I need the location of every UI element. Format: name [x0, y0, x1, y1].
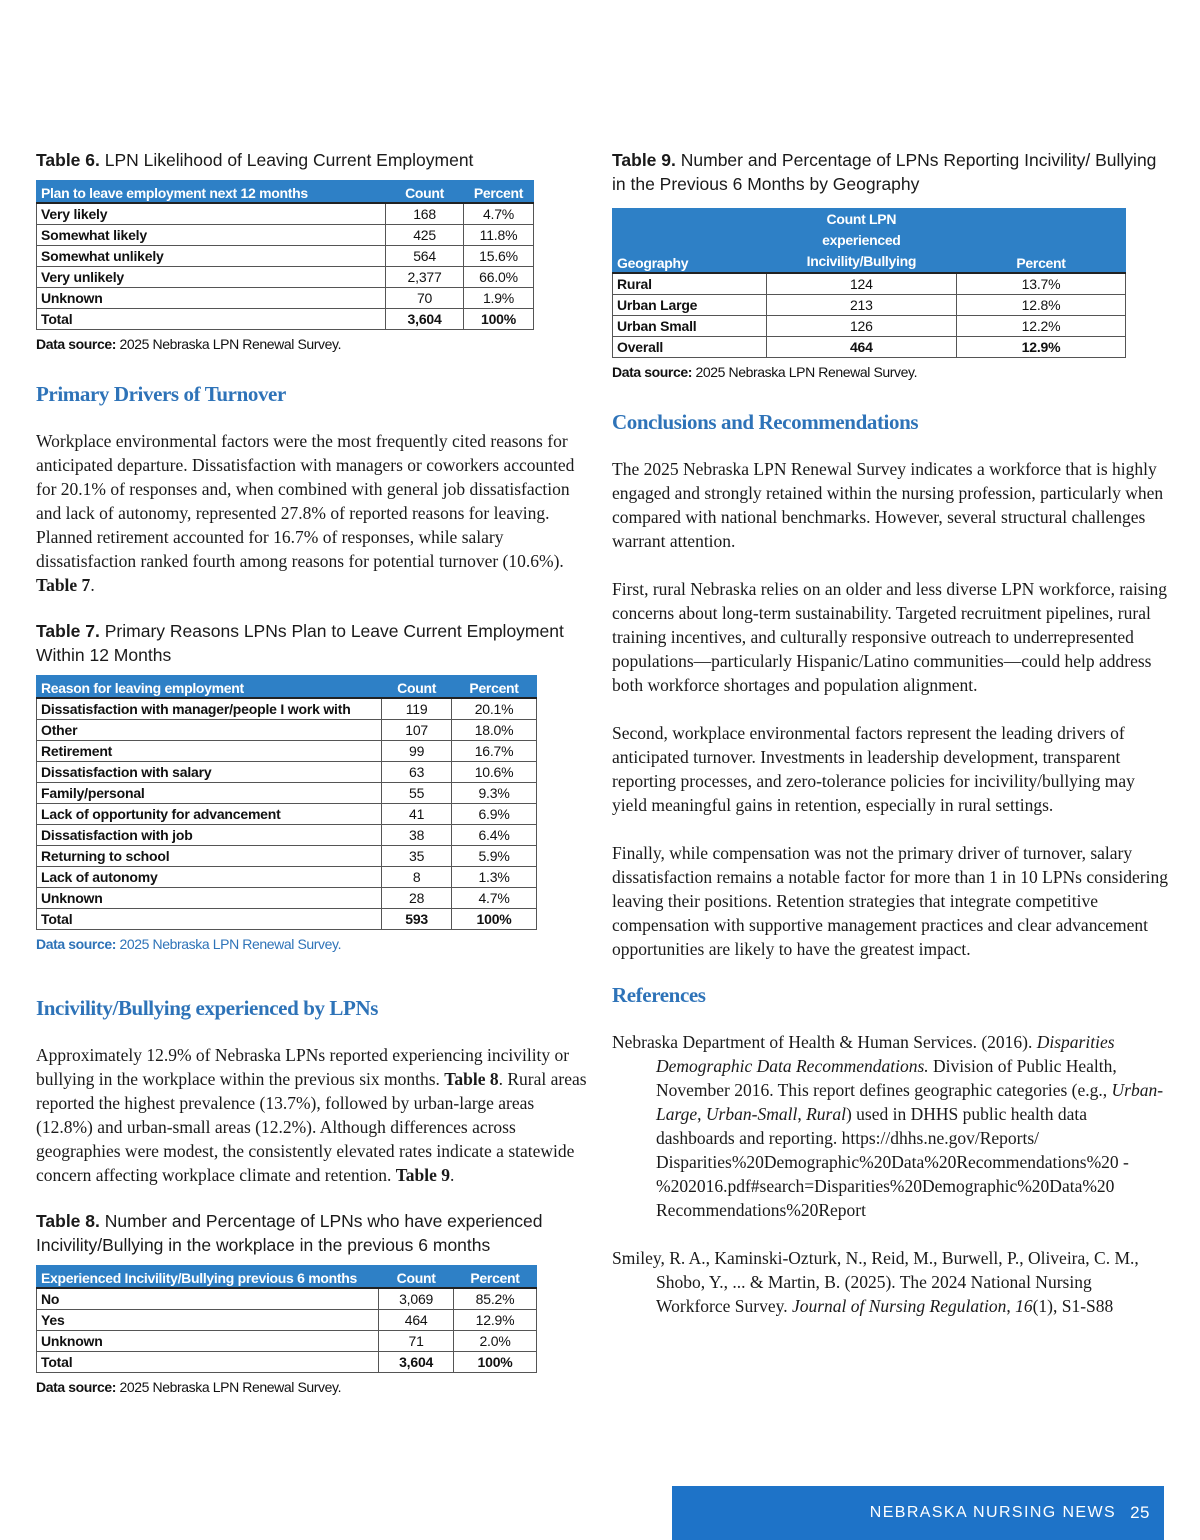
- table-header-row: Geography Count LPN experienced Incivility/Bullying Percent: [613, 209, 1126, 274]
- table-row: Lack of autonomy 8 1.3%: [37, 867, 537, 888]
- table-row: Dissatisfaction with manager/people I work with 119 20.1%: [37, 698, 537, 720]
- section-heading-turnover: Primary Drivers of Turnover: [36, 382, 286, 406]
- section-heading-bullying: Incivility/Bullying experienced by LPNs: [36, 996, 379, 1020]
- table-row: Family/personal 55 9.3%: [37, 783, 537, 804]
- table7-caption: Table 7. Primary Reasons LPNs Plan to Leave Current Employment Within 12 Months: [36, 621, 564, 665]
- table6-caption: Table 6. LPN Likelihood of Leaving Current Employment: [36, 150, 474, 170]
- table9-source: Data source: 2025 Nebraska LPN Renewal Survey.: [612, 364, 918, 380]
- table-row: Unknown 71 2.0%: [37, 1331, 537, 1352]
- table-row: Yes 464 12.9%: [37, 1310, 537, 1331]
- publication-name: NEBRASKA NURSING NEWS: [869, 1504, 1117, 1521]
- table-total-row: Total 3,604 100%: [37, 309, 534, 330]
- table-row: Lack of opportunity for advancement 41 6.9%: [37, 804, 537, 825]
- table-row: Rural 124 13.7%: [613, 273, 1126, 295]
- conclusions-paragraph: Second, workplace environmental factors represent the leading drivers of anticipated turnover. Investments in leadership development, transparent reporting processes, and zero-tolerance policies for incivility/bullying may yield meaningful gains in retention, especially in rural settings.: [612, 723, 1135, 815]
- table-row: Very likely 168 4.7%: [37, 203, 534, 225]
- reference-entry: Smiley, R. A., Kaminski-Ozturk, N., Reid, M., Burwell, P., Oliveira, C. M., Shobo, Y., ... & Martin, B. (2025). The 2024 National Nursing Workforce Survey. Journal of Nursing Regulation, 16(1), S1-S88: [612, 1248, 1139, 1316]
- reference-entry: Nebraska Department of Health & Human Services. (2016). Disparities Demographic Data Recommendations. Division of Public Health, November 2016. This report defines geographic categories (e.g., Urban-Large, Urban-Small, Rural) used in DHHS public health data dashboards and reporting. https://dhhs.ne.gov/Reports/ Disparities%20Demographic%20Data%20Recommendations%20 -%202016.pdf#search=Disparities%20Demographic%20Data%20 Recommendations%20Report: [612, 1032, 1164, 1220]
- table6-source: Data source: 2025 Nebraska LPN Renewal Survey.: [36, 336, 342, 352]
- page-footer: [672, 1486, 1164, 1540]
- table9: [612, 208, 1126, 358]
- table-row: Very unlikely 2,377 66.0%: [37, 267, 534, 288]
- conclusions-paragraph: Finally, while compensation was not the primary driver of turnover, salary dissatisfaction remains a notable factor for more than 1 in 10 LPNs considering leaving their positions. Retention strategies that integrate competitive compensation with supportive management practices and clear advancement opportunities are likely to have the greatest impact.: [612, 843, 1168, 959]
- table8: [36, 1265, 537, 1373]
- page-number: 25: [1130, 1503, 1150, 1522]
- bullying-paragraph: Approximately 12.9% of Nebraska LPNs reported experiencing incivility or bullying in the workplace within the previous six months. Table 8. Rural areas reported the highest prevalence (13.7%), followed by urban-large areas (12.8%) and urban-small areas (12.2%). Although differences across geographies were modest, the consistently elevated rates indicate a statewide concern affecting workplace climate and retention. Table 9.: [36, 1045, 587, 1185]
- section-heading-references: References: [612, 983, 706, 1007]
- table-row: Dissatisfaction with salary 63 10.6%: [37, 762, 537, 783]
- table-header-row: Reason for leaving employment Count Percent: [37, 676, 537, 699]
- right-column: [612, 148, 1168, 1318]
- table-row: Unknown 28 4.7%: [37, 888, 537, 909]
- table-row: Somewhat likely 425 11.8%: [37, 225, 534, 246]
- table-row: Unknown 70 1.9%: [37, 288, 534, 309]
- turnover-paragraph: Workplace environmental factors were the most frequently cited reasons for anticipated departure. Dissatisfaction with managers or coworkers accounted for 20.1% of responses and, when combined with general job dissatisfaction and lack of autonomy, represented 27.8% of reported reasons for leaving. Planned retirement accounted for 16.7% of responses, while salary dissatisfaction ranked fourth among reasons for potential turnover (10.6%). Table 7.: [36, 431, 575, 595]
- table-row: Dissatisfaction with job 38 6.4%: [37, 825, 537, 846]
- table-total-row: Overall 464 12.9%: [613, 337, 1126, 358]
- table-total-row: Total 3,604 100%: [37, 1352, 537, 1373]
- table7-source: Data source: 2025 Nebraska LPN Renewal Survey.: [36, 936, 342, 952]
- section-heading-conclusions: Conclusions and Recommendations: [612, 410, 919, 434]
- table-row: Urban Small 126 12.2%: [613, 316, 1126, 337]
- table-header-row: Experienced Incivility/Bullying previous 6 months Count Percent: [37, 1266, 537, 1289]
- table-total-row: Total 593 100%: [37, 909, 537, 930]
- table-row: No 3,069 85.2%: [37, 1288, 537, 1310]
- table-row: Other 107 18.0%: [37, 720, 537, 741]
- table-row: Returning to school 35 5.9%: [37, 846, 537, 867]
- table8-source: Data source: 2025 Nebraska LPN Renewal Survey.: [36, 1379, 342, 1395]
- conclusions-paragraph: The 2025 Nebraska LPN Renewal Survey indicates a workforce that is highly engaged and strongly retained within the nursing profession, particularly when compared with national benchmarks. However, several structural challenges warrant attention.: [612, 459, 1164, 551]
- table-row: Urban Large 213 12.8%: [613, 295, 1126, 316]
- table-row: Somewhat unlikely 564 15.6%: [37, 246, 534, 267]
- table6: [36, 180, 534, 330]
- table-header-row: Plan to leave employment next 12 months Count Percent: [37, 181, 534, 204]
- table7: [36, 675, 537, 930]
- conclusions-paragraph: First, rural Nebraska relies on an older and less diverse LPN workforce, raising concerns about long-term sustainability. Targeted recruitment pipelines, rural training incentives, and culturally responsive outreach to underrepresented populations—particularly Hispanic/Latino communities—could help address both workforce shortages and population alignment.: [612, 579, 1167, 695]
- table9-caption: Table 9. Number and Percentage of LPNs Reporting Incivility/ Bullying in the Previous 6 Months by Geography: [612, 150, 1157, 194]
- left-column: [36, 148, 588, 1395]
- table-row: Retirement 99 16.7%: [37, 741, 537, 762]
- table8-caption: Table 8. Number and Percentage of LPNs who have experienced Incivility/Bullying in the workplace in the previous 6 months: [36, 1211, 543, 1255]
